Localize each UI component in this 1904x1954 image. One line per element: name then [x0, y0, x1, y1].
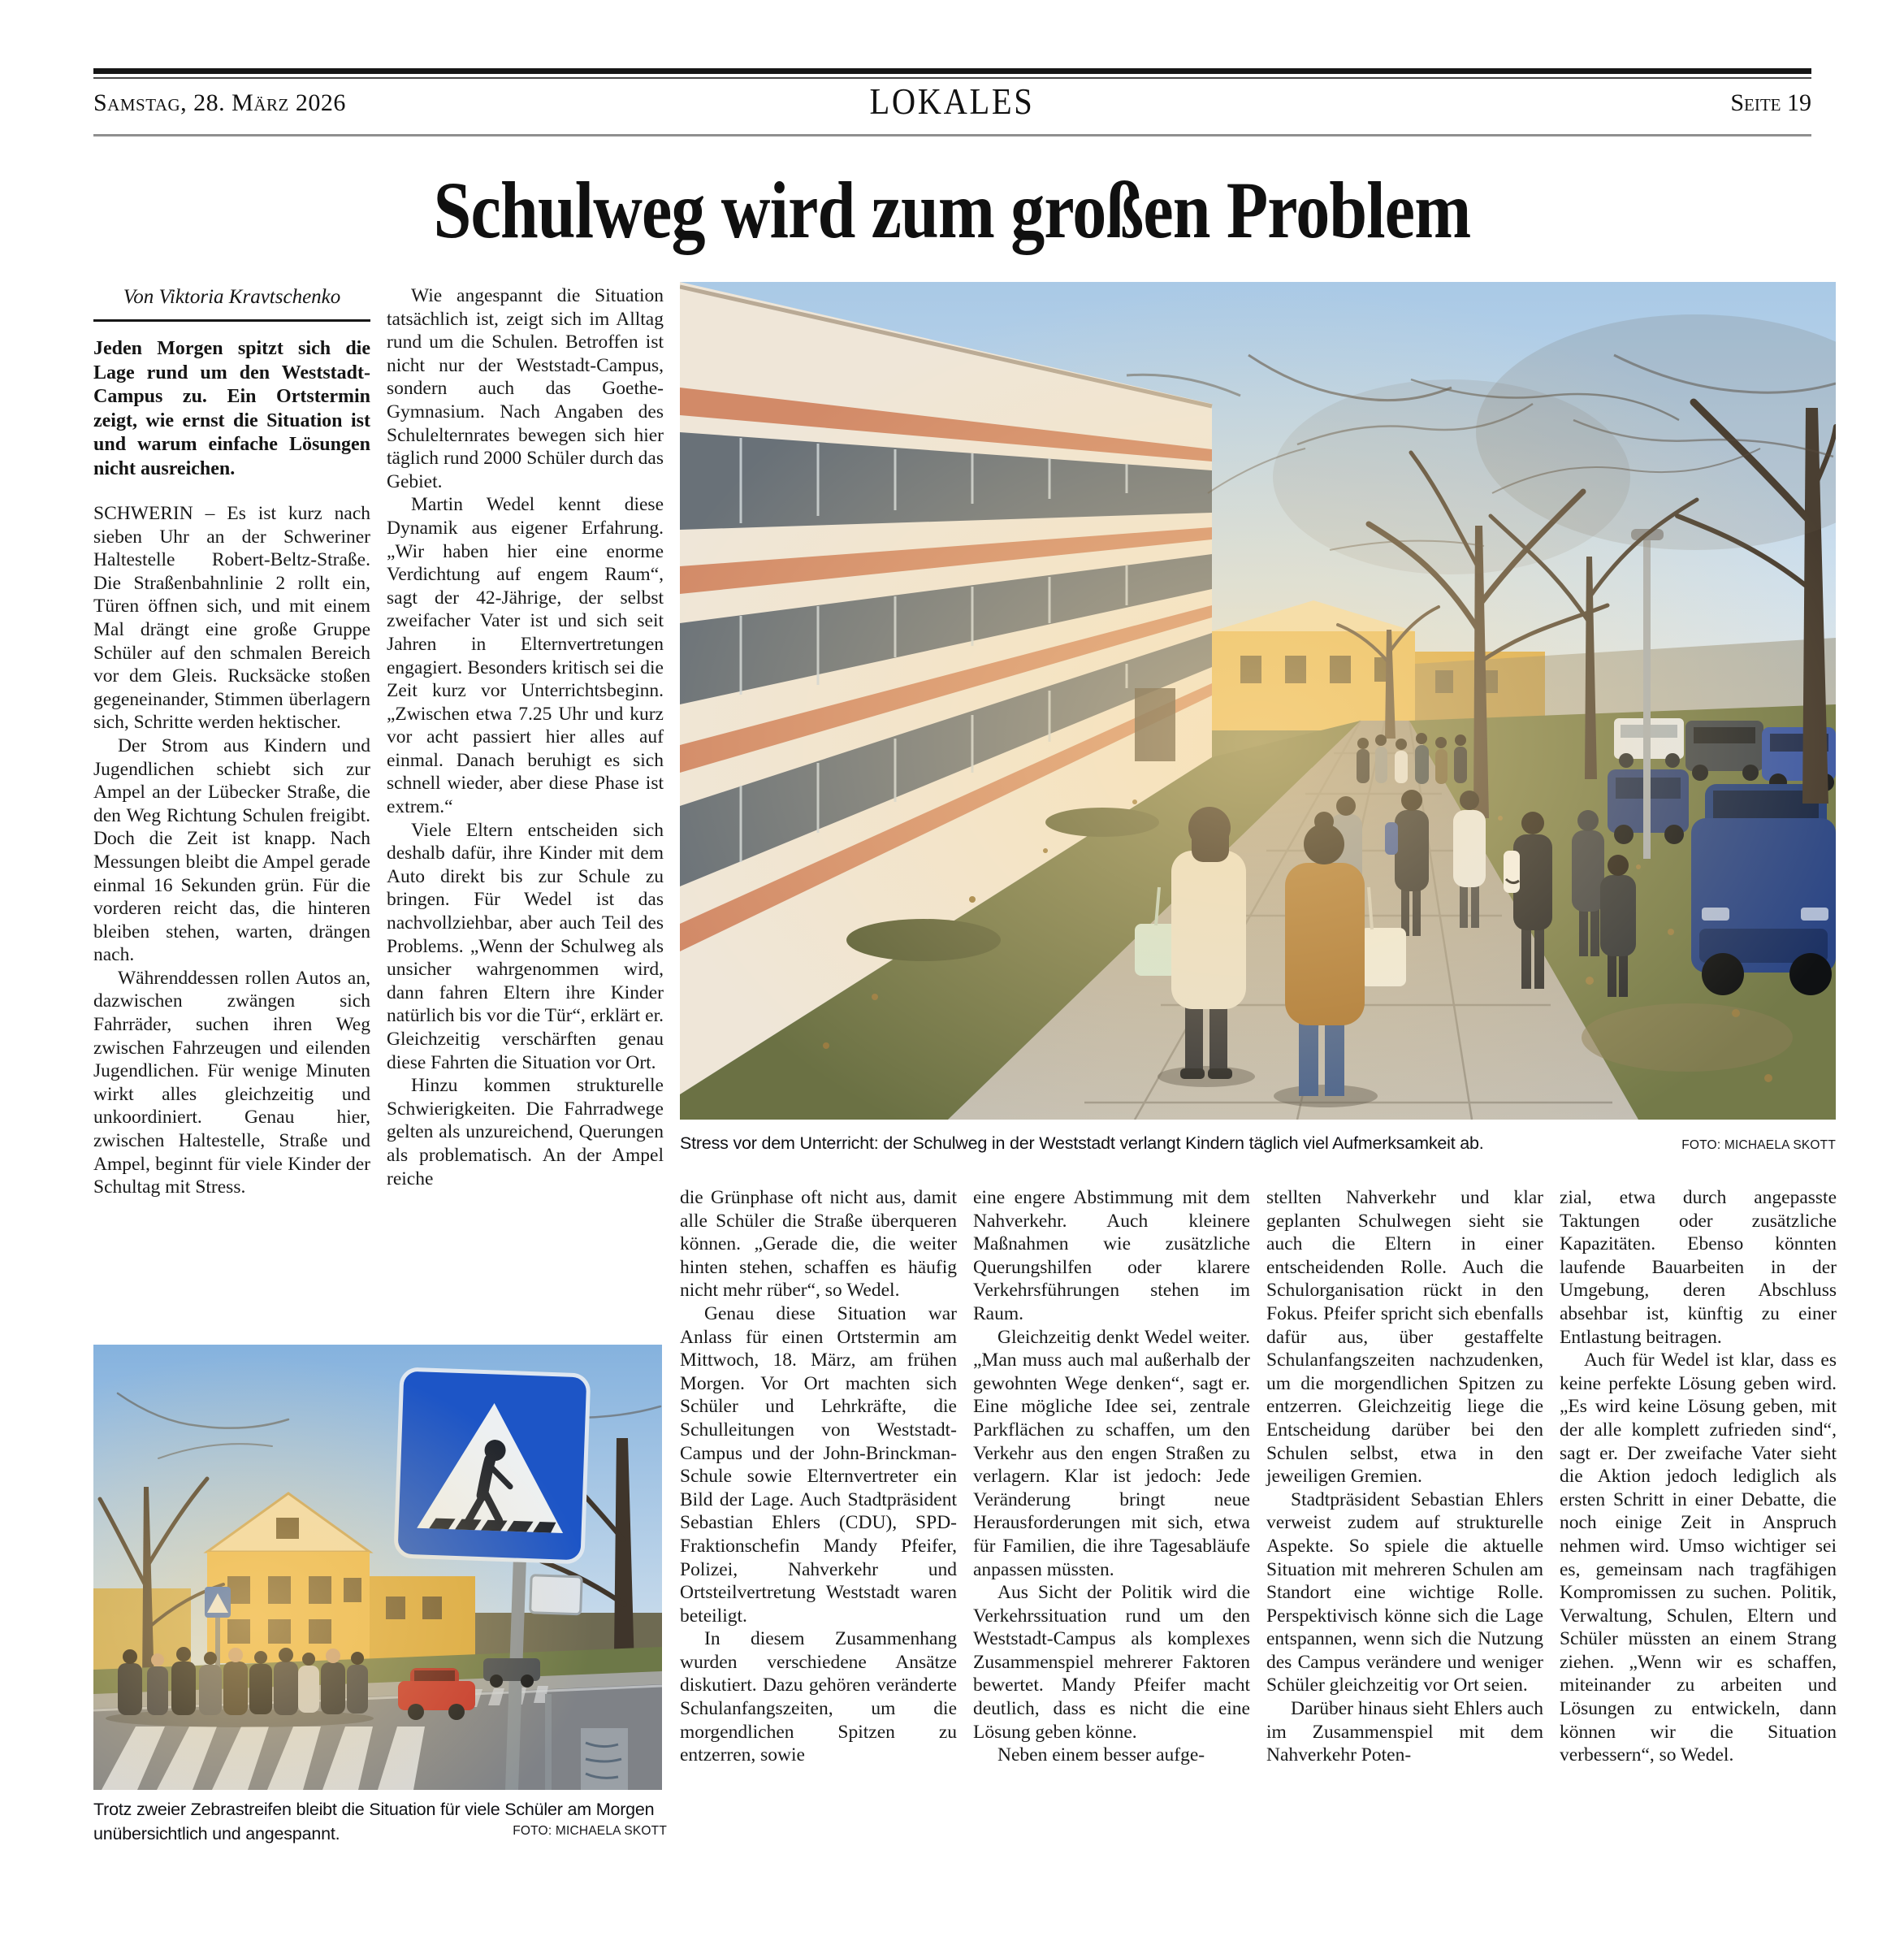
secondary-photo-illustration: [93, 1345, 662, 1790]
top-rule-thick: [93, 68, 1811, 74]
article-paragraph: In diesem Zusammenhang wurden verschiedene Ansätze diskutiert. Dazu gehören veränderte Schulanfangszeiten, um die morgendlichen Spitzen zu entzerren, sowie: [680, 1628, 957, 1766]
article-paragraph: Währenddessen rollen Autos an, dazwischen zwängen sich Fahrräder, suchen ihren Weg zwischen Fahrzeugen und eilenden Jugendlichen. Für wenige Minuten wirkt alles gleichzeitig und unkoordiniert. Genau hier, zwischen Haltestelle, Straße und Ampel, beginnt für viele Kinder der Schultag mit Stress.: [93, 967, 370, 1198]
byline-block: [93, 286, 370, 322]
lead-paragraph: Jeden Morgen spitzt sich die Lage rund um den Weststadt-Campus zu. Ein Ortstermin zeigt, wie ernst die Situation ist und warum einfache Lösungen nicht ausreichen.: [93, 338, 370, 479]
masthead-section: LOKALES: [869, 80, 1035, 122]
article-paragraph: Neben einem besser aufge-: [997, 1744, 1205, 1766]
article-paragraph: Auch für Wedel ist klar, dass es keine perfekte Lösung geben wird. „Es wird keine Lösung geben, mit der alle komplett zufrieden sind“, sagt er. Der zweifache Vater sieht die Aktion jedoch lediglich als ersten Schritt in einer Debatte, die noch einige Zeit in Anspruch nehmen wird. Umso wichtiger sei es, gemeinsam nach tragfähigen Kompromissen zu suchen. Politik, Verwaltung, Schulen, Eltern und Schüler müssten an einem Strang ziehen. „Wenn wir es schaffen, miteinander zu arbeiten und Lösungen zu entwickeln, dann können wir die Situation verbessern“, so Wedel.: [1560, 1350, 1837, 1766]
masthead-bottom-rule: [93, 134, 1811, 136]
secondary-photo-caption: [93, 1797, 667, 1846]
column-6-text: [1560, 1186, 1837, 1767]
article-paragraph: Stadtpräsident Sebastian Ehlers verweist zudem auf strukturelle Aspekte. So spiele die aktuelle Situation mit mehreren Schulen am Standort eine wichtige Rolle. Perspektivisch könne sich die Lage entspannen, wenn sich die Nutzung des Campus verändere und weniger Schüler gleichzeitig vor Ort seien.: [1266, 1488, 1543, 1696]
column-3: [680, 1186, 957, 1767]
article-paragraph: die Grünphase oft nicht aus, damit alle Schüler die Straße überqueren können. „Gerade die, die weiter hinten stehen, schaffen es häufig nicht mehr rüber“, so Wedel.: [680, 1187, 957, 1302]
byline: Von Viktoria Kravtschenko: [123, 286, 341, 308]
main-caption-text: Stress vor dem Unterricht: der Schulweg in der Weststadt verlangt Kindern täglich viel Aufmerksamkeit ab.: [680, 1133, 1484, 1153]
column-5-text: [1266, 1186, 1543, 1767]
column-6: [1560, 1186, 1837, 1767]
article-paragraph: Viele Eltern entscheiden sich deshalb dafür, ihre Kinder mit dem Auto direkt bis zur Schule zu bringen. Für Wedel ist das nachvollziehbar, aber auch Teil des Problems. „Wenn der Schulweg als unsicher wahrgenommen wird, dann fahren Eltern ihre Kinder natürlich bis vor die Tür“, erklärt er. Gleichzeitig verschärften genau diese Fahrten die Situation vor Ort.: [387, 819, 664, 1073]
column-2: [387, 284, 664, 1190]
masthead-date: Samstag, 28. März 2026: [93, 89, 346, 116]
top-rule-thin: [93, 77, 1811, 79]
article-paragraph: Der Strom aus Kindern und Jugendlichen schiebt sich zur Ampel an der Lübecker Straße, die den Weg Richtung Schulen freigibt. Doch die Zeit ist knapp. Nach Messungen bleibt die Ampel gerade einmal 16 Sekunden grün. Für die vorderen reicht das, die hinteren bleiben stehen, warten, drängen nach.: [93, 734, 370, 966]
column-3-text: [680, 1186, 957, 1767]
column-4-text: [973, 1186, 1250, 1767]
main-photo-illustration: [680, 282, 1836, 1120]
article-paragraph: Darüber hinaus sieht Ehlers auch im Zusammenspiel mit dem Nahverkehr Poten-: [1266, 1698, 1543, 1766]
column-1: [93, 286, 370, 1199]
main-photo: [680, 282, 1836, 1120]
article-paragraph: eine engere Abstimmung mit dem Nahverkehr. Auch kleinere Maßnahmen wie zusätzliche Querungshilfen oder klarere Verkehrsführungen stehen im Raum.: [973, 1187, 1250, 1324]
sunlight-glow: [93, 1345, 662, 1790]
article-headline: Schulweg wird zum großen Problem: [433, 165, 1471, 255]
column-5: [1266, 1186, 1543, 1767]
article-paragraph: Martin Wedel kennt diese Dynamik aus eigener Erfahrung. „Wir haben hier eine enorme Verdichtung auf engem Raum“, sagt der 42-Jährige, der selbst zweifacher Vater ist und sich seit Jahren in Elternvertretungen engagiert. Besonders kritisch sei die Zeit kurz vor Unterrichtsbeginn. „Zwischen etwa 7.25 Uhr und kurz vor acht passiert hier alles auf einmal. Danach beruhigt es sich schnell wieder, aber diese Phase ist extrem.“: [387, 494, 664, 818]
article-paragraph: Aus Sicht der Politik wird die Verkehrssituation rund um den Weststadt-Campus als komplexes Zusammenspiel mehrerer Faktoren bewertet. Mandy Pfeifer macht deutlich, dass es nicht die eine Lösung geben könne.: [973, 1582, 1250, 1743]
column-1-text: [93, 502, 370, 1199]
column-2-text: [387, 284, 664, 1190]
article-paragraph: Wie angespannt die Situation tatsächlich ist, zeigt sich im Alltag rund um die Schulen. Betroffen ist nicht nur der Weststadt-Campus, sondern auch das Goethe-Gymnasium. Nach Angaben des Schulelternrates bewegen sich hier täglich rund 2000 Schüler durch das Gebiet.: [387, 285, 664, 492]
article-paragraph: Gleichzeitig denkt Wedel weiter. „Man muss auch mal außerhalb der gewohnten Wege denken“, sagt er. Eine mögliche Idee sei, zentrale Parkflächen zu schaffen, um den Verkehr aus den engen Straßen zu verlagern. Klar ist jedoch: Jede Veränderung bringt neue Herausforderungen mit sich, etwa für Familien, die ihre Tagesabläufe anpassen müssten.: [973, 1326, 1250, 1580]
article-paragraph: stellten Nahverkehr und klar geplanten Schulwegen sieht sie auch die Eltern in einer entscheidenden Rolle. Auch die Schulorganisation rückt in den Fokus. Pfeifer spricht sich ebenfalls dafür aus, über gestaffelte Schulanfangszeiten nachzudenken, um die morgendlichen Spitzen zu entzerren. Gleichzeitig liege die Entscheidung darüber bei den Schulen selbst, etwa in den jeweiligen Gremien.: [1266, 1187, 1543, 1488]
column-4: [973, 1186, 1250, 1767]
article-paragraph: zial, etwa durch angepasste Taktungen oder zusätzliche Kapazitäten. Ebenso könnten laufende Bauarbeiten in der Umgebung, deren Abschluss absehbar ist, künftig zu einer Entlastung beitragen.: [1560, 1187, 1837, 1348]
main-photo-caption: [680, 1131, 1836, 1158]
article-paragraph: Genau diese Situation war Anlass für einen Ortstermin am Mittwoch, 18. März, am frühen Morgen. Vor Ort machten sich Schüler und Lehrkräfte, die Schulleitungen von Weststadt-Campus und der John-Brinckman-Schule sowie Elternvertreter ein Bild der Lage. Auch Stadtpräsident Sebastian Ehlers (CDU), SPD-Fraktionschefin Mandy Pfeifer, Polizei, Nahverkehr und Ortsteilvertretung Weststadt waren beteiligt.: [680, 1302, 957, 1627]
main-photo-credit: FOTO: MICHAELA SKOTT: [1681, 1138, 1836, 1152]
secondary-caption-text: Trotz zweier Zebrastreifen bleibt die Situation für viele Schüler am Morgen unübersichtlich und angespannt.: [93, 1800, 655, 1844]
article-paragraph: Hinzu kommen strukturelle Schwierigkeiten. Die Fahrradwege gelten als unzureichend, Querungen als problematisch. An der Ampel reiche: [387, 1075, 664, 1189]
sunlight-glow: [680, 282, 1836, 1120]
article-paragraph: SCHWERIN – Es ist kurz nach sieben Uhr an der Schweriner Haltestelle Robert-Beltz-Straße. Die Straßenbahnlinie 2 rollt ein, Türen öffnen sich, und mit einem Mal drängt eine große Gruppe Schüler auf den schmalen Bereich vor dem Gleis. Rucksäcke stoßen gegeneinander, Stimmen überlagern sich, Schritte werden hektischer.: [93, 503, 370, 734]
masthead-page-number: Seite 19: [1730, 89, 1811, 116]
secondary-photo-credit: FOTO: MICHAELA SKOTT: [513, 1824, 667, 1838]
secondary-photo: [93, 1345, 662, 1790]
